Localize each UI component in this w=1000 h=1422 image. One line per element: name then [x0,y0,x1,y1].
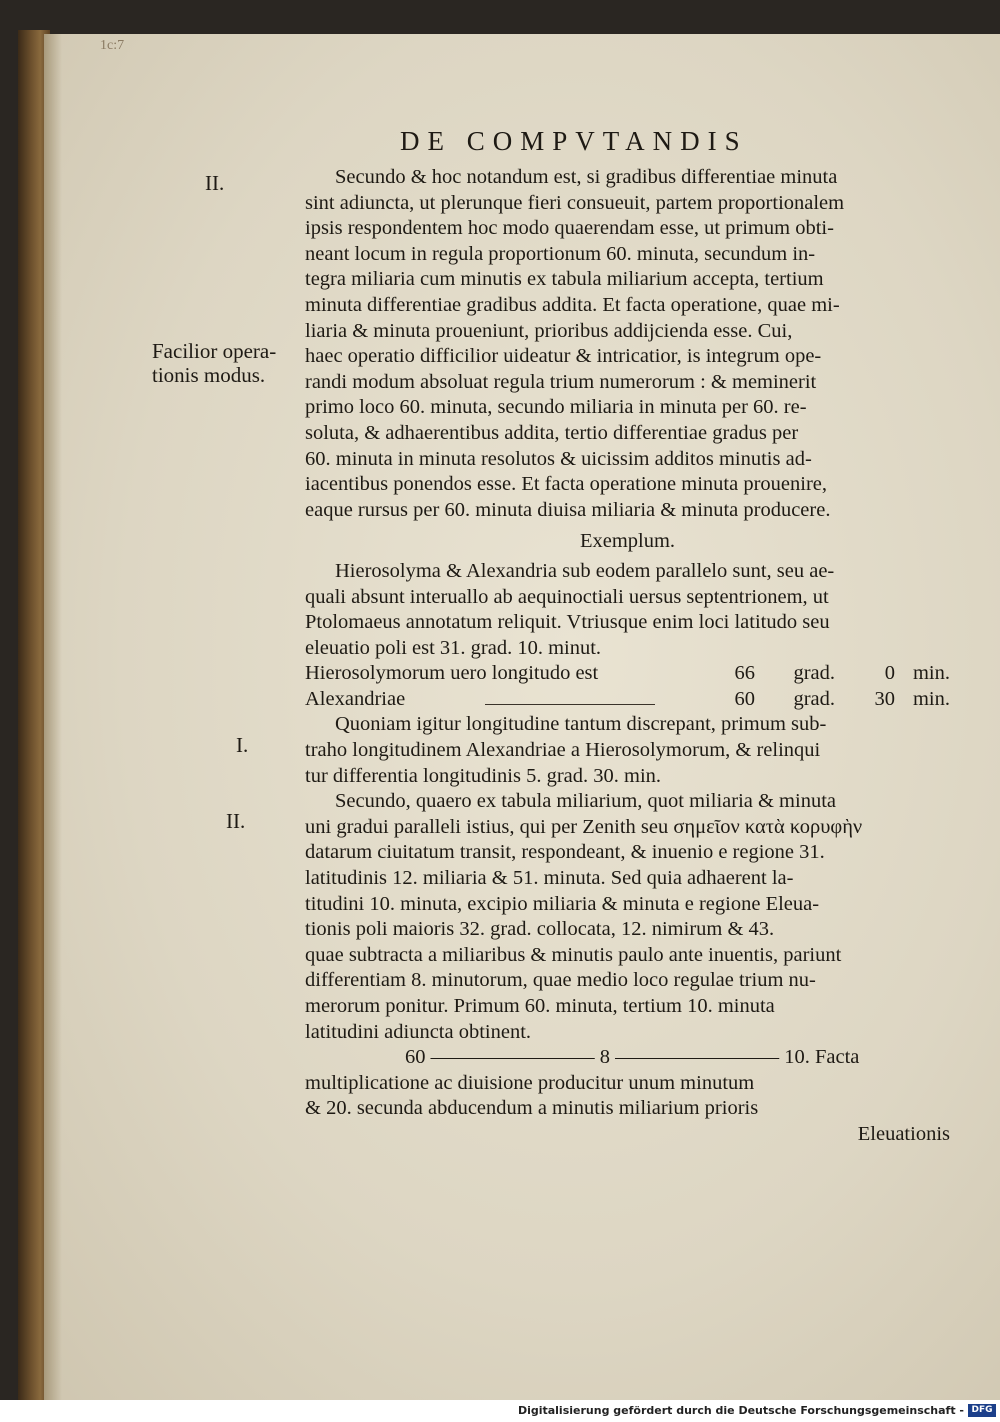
text-line: Secundo, quaero ex tabula miliarium, quot miliaria & minuta [335,790,836,813]
text-line: randi modum absoluat regula trium numerorum : & meminerit [305,370,817,393]
digitization-footer [0,1400,1000,1422]
text-line: iacentibus ponendos esse. Et facta operatione minuta prouenire, [305,473,827,496]
margin-note-4: II. [226,809,246,833]
text-line: neant locum in regula proportionum 60. minuta, secundum in- [305,242,816,265]
text-line: sint adiuncta, ut plerunque fieri consueuit, partem proportionalem [305,191,845,214]
text-line: tegra miliaria cum minutis ex tabula miliarium accepta, tertium [305,268,824,291]
place-name: Hierosolymorum uero longitudo est [305,662,599,685]
page-gutter-shadow [44,34,62,1400]
text-line: latitudinis 12. miliaria & 51. minuta. Sed quia adhaerent la- [305,867,794,890]
catchword: Eleuationis [857,1122,950,1145]
margin-note-2-line-1: Facilior opera- [152,339,277,363]
text-line: multiplicatione ac diuisione producitur unum minutum [305,1071,755,1094]
text-line: Quoniam igitur longitudine tantum discrepant, primum sub- [335,713,827,736]
body-text [305,165,950,1148]
text-line: liaria & minuta proueniunt, prioribus addijcienda esse. Cui, [305,319,793,342]
text-line: uni gradui paralleli istius, qui per Zenith seu σημεῖον κατὰ κορυφὴν [305,815,863,838]
text-line: Hierosolyma & Alexandria sub eodem parallelo sunt, seu ae- [335,559,835,582]
running-head: DE COMPVTANDIS [400,126,748,156]
minutes-value: 30 [874,687,895,710]
text-line: 60. minuta in minuta resolutos & uicissim additos minutis ad- [305,447,812,470]
text-line: traho longitudinem Alexandriae a Hierosolymorum, & relinqui [305,739,821,762]
place-name: Alexandriae [305,687,685,713]
degrees-value: 60 [734,687,755,710]
text-line: datarum ciuitatum transit, respondeant, & inuenio e regione 31. [305,841,825,864]
minutes-unit: min. [912,687,950,710]
degrees-unit: grad. [793,687,835,710]
text-line: minuta differentiae gradibus addita. Et facta operatione, quae mi- [305,293,840,316]
longitude-row-2 [305,687,950,713]
minutes-value: 0 [884,662,895,685]
degrees-value: 66 [734,662,755,685]
text-line: merorum ponitur. Primum 60. minuta, tertium 10. minuta [305,995,775,1017]
margin-note-1: II. [205,171,225,195]
degrees-unit: grad. [793,662,835,685]
text-line: latitudini adiuncta obtinent. [305,1020,532,1043]
text-line: eaque rursus per 60. minuta diuisa miliaria & minuta producere. [305,498,831,521]
text-line: differentiam 8. minutorum, quae medio loco regulae trium nu- [305,969,816,992]
text-line: soluta, & adhaerentibus addita, tertio differentiae gradus per [305,421,799,444]
minutes-unit: min. [912,662,950,685]
text-line: titudini 10. minuta, excipio miliaria & minuta e regione Eleua- [305,892,820,915]
margin-note-3: I. [236,733,249,757]
text-line: haec operatio difficilior uideatur & intricatior, is integrum ope- [305,345,822,368]
text-line: tionis poli maioris 32. grad. collocata, 12. nimirum & 43. [305,918,775,941]
text-line: primo loco 60. minuta, secundo miliaria in minuta per 60. re- [305,396,807,419]
text-line: ipsis respondentem hoc modo quaerendam esse, ut primum obti- [305,217,834,240]
section-heading: Exemplum. [579,530,676,553]
margin-note-2-line-2: tionis modus. [152,363,266,387]
text-line: Secundo & hoc notandum est, si gradibus differentiae minuta [335,166,838,188]
corner-mark: 1c:7 [100,38,125,53]
longitude-row-1 [305,661,950,687]
footer-credit: Digitalisierung gefördert durch die Deutsche Forschungsgemeinschaft - [517,1404,964,1417]
leader-line [485,690,655,705]
text-line: tur differentia longitudinis 5. grad. 30. min. [305,764,662,787]
text-line: eleuatio poli est 31. grad. 10. minut. [305,636,602,659]
proportion-line: 60 ———————— 8 ———————— 10. Facta [405,1046,860,1069]
text-line: Ptolomaeus annotatum reliquit. Vtriusque enim loci latitudo seu [305,611,830,634]
text-line: quali absunt interuallo ab aequinoctiali uersus septentrionem, ut [305,585,829,608]
dfg-logo: DFG [968,1404,996,1417]
text-line: & 20. secunda abducendum a minutis miliarium prioris [305,1097,759,1120]
text-line: quae subtracta a miliaribus & minutis paulo ante inuentis, pariunt [305,943,842,966]
